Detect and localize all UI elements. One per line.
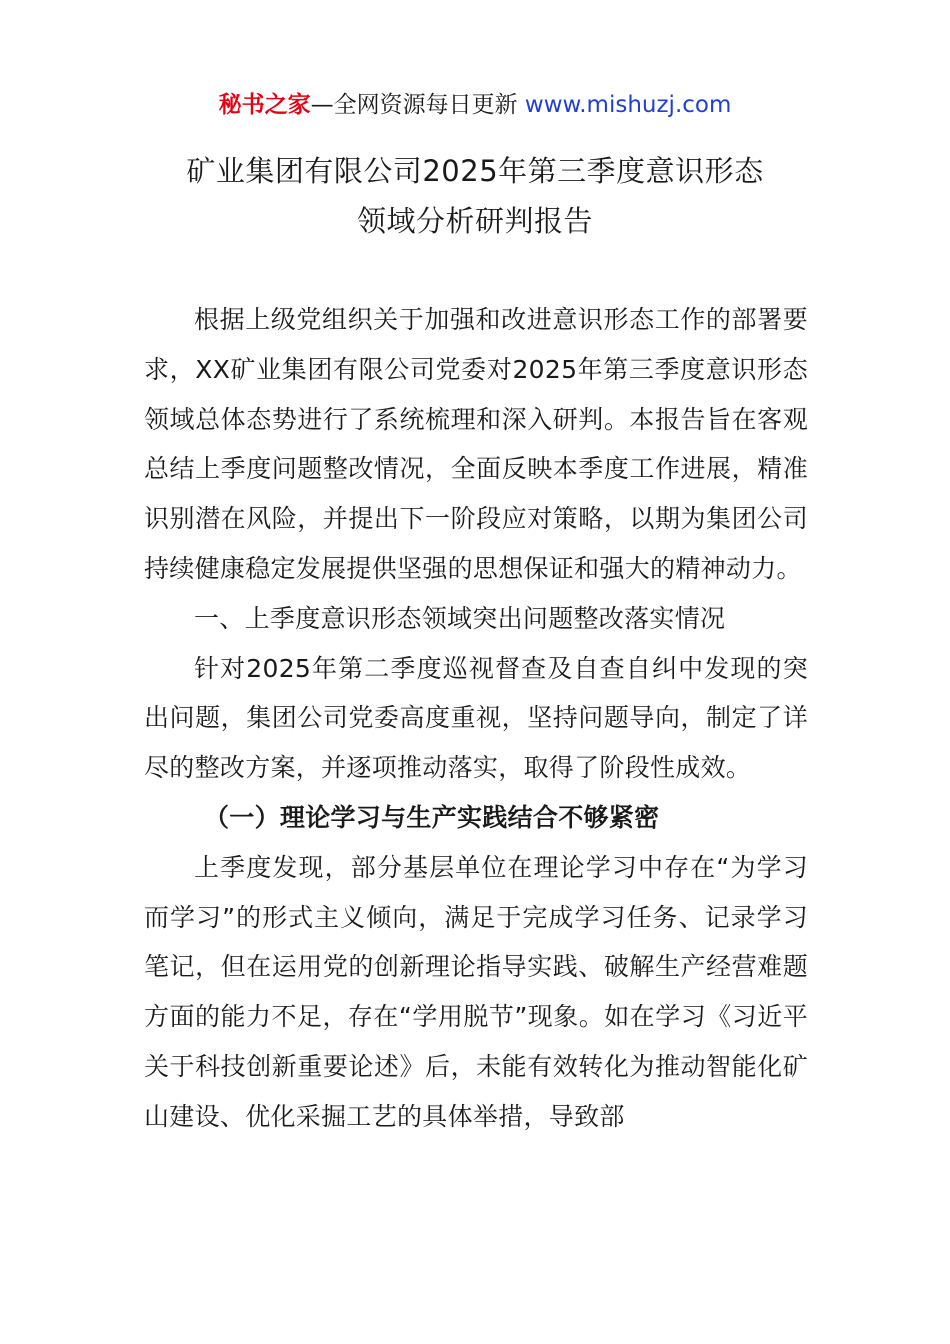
brand-name: 秘书之家 — [218, 92, 311, 118]
site-header — [0, 88, 950, 122]
site-url-link[interactable]: www.mishuzj.com — [524, 92, 732, 118]
section-1-heading: 一、上季度意识形态领域突出问题整改落实情况 — [194, 603, 726, 633]
section-1-paragraph: 针对2025年第二季度巡视督查及自查自纠中发现的突出问题，集团公司党委高度重视，坚持问题导向，制定了详尽的整改方案，并逐项推动落实，取得了阶段性成效。 — [144, 653, 808, 783]
document-body — [144, 295, 808, 1142]
title-line-2: 领域分析研判报告 — [356, 204, 593, 238]
intro-paragraph: 根据上级党组织关于加强和改进意识形态工作的部署要求，XX矿业集团有限公司党委对2025年第三季度意识形态领域总体态势进行了系统梳理和深入研判。本报告旨在客观总结上季度问题整改情况，全面反映本季度工作进展，精准识别潜在风险，并提出下一阶段应对策略，以期为集团公司持续健康稳定发展提供坚强的思想保证和强大的精神动力。 — [144, 305, 808, 583]
subsection-1-heading: （一）理论学习与生产实践结合不够紧密 — [204, 802, 660, 832]
subsection-1-paragraph: 上季度发现，部分基层单位在理论学习中存在“为学习而学习”的形式主义倾向，满足于完成学习任务、记录学习笔记，但在运用党的创新理论指导实践、破解生产经营难题方面的能力不足，存在“学用脱节”现象。如在学习《习近平关于科技创新重要论述》后，未能有效转化为推动智能化矿山建设、优化采掘工艺的具体举措，导致部 — [144, 852, 808, 1131]
header-slogan: —全网资源每日更新 — [310, 92, 525, 118]
document-title — [0, 146, 950, 246]
title-line-1: 矿业集团有限公司2025年第三季度意识形态 — [186, 154, 764, 188]
